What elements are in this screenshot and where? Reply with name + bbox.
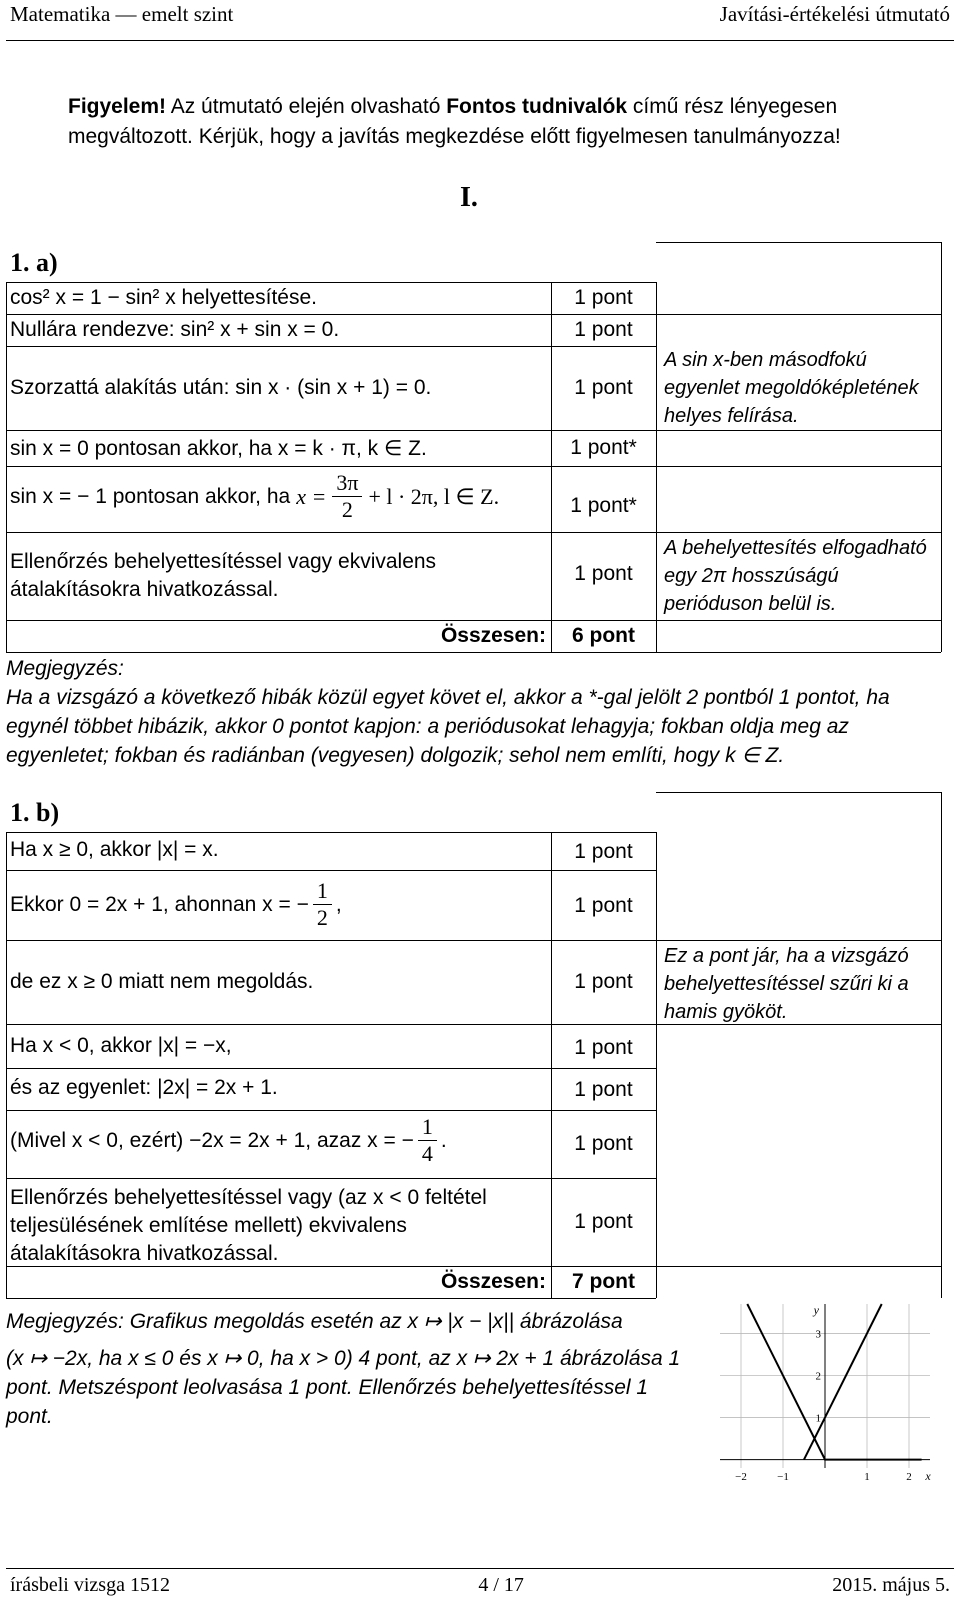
q1b-total-label: Összesen: [440, 1270, 546, 1293]
notice-bold-prefix: Figyelem! [68, 95, 167, 118]
q1a-frac-tail: + l · 2π, l ∈ Z. [368, 483, 500, 509]
q1b-points-5: 1 pont [574, 1078, 633, 1101]
q1b-row-2-fraction [313, 878, 332, 931]
x-tick-label: 1 [864, 1471, 870, 1482]
q1a-table [6, 242, 941, 652]
footer-left: írásbeli vizsga 1512 [10, 1574, 170, 1596]
q1b-row-7: Ellenőrzés behelyettesítéssel vagy (az x < 0 feltétel teljesülésének említése mellett) ekvivalens átalakításokra hivatkozással. [10, 1186, 487, 1265]
remark-2-line1: Megjegyzés: Grafikus megoldás esetén az x ↦ |x − |x|| ábrázolása [6, 1310, 623, 1333]
q1b-points-2: 1 pont [574, 894, 633, 917]
q1a-row-6: Ellenőrzés behelyettesítéssel vagy ekvivalens átalakításokra hivatkozással. [10, 550, 437, 601]
q1a-points-4: 1 pont* [570, 436, 637, 459]
q1b-table [6, 792, 941, 1298]
q1b-points-1: 1 pont [574, 840, 633, 863]
q1a-points-3: 1 pont [574, 376, 633, 399]
q1b-row-5: és az egyenlet: |2x| = 2x + 1. [10, 1076, 278, 1099]
q1a-total-label: Összesen: [440, 624, 546, 647]
q1b-note: Ez a pont jár, ha a vizsgázó behelyettesítéssel szűri ki a hamis gyököt. [664, 945, 909, 1023]
remark-1 [6, 654, 921, 770]
q1a-row-5-x: x = [296, 483, 327, 509]
remark-2 [6, 1300, 696, 1344]
q1b-row-2-comma: , [335, 892, 342, 916]
q1a-note-a: A sin x-ben másodfokú egyenlet megoldóképletének helyes felírása. [664, 349, 919, 427]
remark-1-title: Megjegyzés: [6, 657, 124, 680]
series-line-1 [747, 1304, 921, 1460]
footer-center: 4 / 17 [478, 1574, 524, 1596]
q1a-row-1: cos² x = 1 − sin² x helyettesítése. [10, 286, 317, 309]
notice-bold-mid: Fontos tudnivalók [446, 95, 628, 118]
header-right: Javítási-értékelési útmutató [719, 1, 950, 26]
y-tick-label: 3 [815, 1328, 821, 1341]
q1b-points-4: 1 pont [574, 1036, 633, 1059]
q1a-total-points: 6 pont [572, 624, 635, 647]
q1b-row-6 [10, 1114, 447, 1167]
q1a-title: 1. a) [10, 248, 58, 277]
q1b-frac1-num: 1 [313, 878, 332, 905]
q1b-row-2-text: Ekkor 0 = 2x + 1, ahonnan x = − [10, 892, 309, 916]
x-tick-label: 2 [906, 1471, 912, 1482]
q1a-frac-num: 3π [332, 470, 362, 497]
q1b-row-1: Ha x ≥ 0, akkor |x| = x. [10, 838, 219, 861]
y-axis-label: y [813, 1303, 819, 1317]
q1b-row-6-fraction [418, 1114, 437, 1167]
q1a-row-5 [10, 470, 499, 523]
q1b-frac2-den: 4 [421, 1141, 433, 1166]
q1a-row-4: sin x = 0 pontosan akkor, ha x = k · π, k ∈ Z. [10, 437, 427, 460]
q1a-note-b: A behelyettesítés elfogadható egy 2π hosszúságú perióduson belül is. [664, 537, 927, 615]
notice-text2: című rész lényegesen megváltozott. Kérjük, hogy a javítás megkezdése előtt figyelmesen tanulmányozza! [68, 95, 841, 148]
page-header [10, 0, 950, 28]
q1a-frac-den: 2 [341, 497, 353, 522]
y-tick-label: 1 [815, 1412, 821, 1425]
q1a-row-5-text: sin x = − 1 pontosan akkor, ha [10, 484, 291, 508]
remark-1-text: Ha a vizsgázó a következő hibák közül egyet követ el, akkor a *-gal jelölt 2 pontból 1 pontot, ha egynél többet hibázik, akkor 0 pontot kapjon: a periódusokat lehagyja; fokban oldja meg az egyenletet; fokban és radiánban (vegyesen) dolgozik; sehol nem említi, hogy k ∈ Z. [6, 686, 890, 767]
footer-right: 2015. május 5. [832, 1574, 950, 1596]
y-tick-label: 2 [815, 1370, 821, 1383]
x-tick-label: −1 [777, 1471, 789, 1482]
solution-graph [708, 1300, 940, 1482]
x-tick-label: −2 [735, 1471, 747, 1482]
header-left: Matematika — emelt szint [10, 1, 234, 26]
notice-text1: Az útmutató elején olvasható [166, 95, 447, 118]
q1b-points-7: 1 pont [574, 1210, 633, 1233]
q1a-points-5: 1 pont* [570, 494, 637, 517]
q1b-title: 1. b) [10, 798, 60, 827]
q1a-row-3: Szorzattá alakítás után: sin x · (sin x + 1) = 0. [10, 376, 432, 399]
q1a-row-2: Nullára rendezve: sin² x + sin x = 0. [10, 318, 340, 341]
q1a-points-6: 1 pont [574, 562, 633, 585]
section-mark: I. [460, 182, 478, 213]
remark-2b [6, 1344, 696, 1431]
notice-box [68, 92, 928, 152]
q1b-points-6: 1 pont [574, 1132, 633, 1155]
q1b-row-4: Ha x < 0, akkor |x| = −x, [10, 1034, 232, 1057]
footer-divider [6, 1568, 954, 1569]
q1b-total-points: 7 pont [572, 1270, 635, 1293]
page-footer [10, 1574, 950, 1597]
header-divider [6, 40, 954, 41]
q1b-row-2 [10, 878, 342, 931]
q1b-frac2-num: 1 [418, 1114, 437, 1141]
q1b-points-3: 1 pont [574, 970, 633, 993]
q1b-frac1-den: 2 [316, 905, 328, 930]
q1b-row-6-dot: . [440, 1128, 447, 1152]
q1a-row-5-fraction [332, 470, 362, 523]
q1b-row-6-text: (Mivel x < 0, ezért) −2x = 2x + 1, azaz x = − [10, 1128, 414, 1152]
q1a-points-2: 1 pont [574, 318, 633, 341]
x-axis-label: x [925, 1469, 931, 1482]
q1a-points-1: 1 pont [574, 286, 633, 309]
remark-2-line2: (x ↦ −2x, ha x ≤ 0 és x ↦ 0, ha x > 0) 4 pont, az x ↦ 2x + 1 ábrázolása 1 pont. Metszéspont leolvasása 1 pont. Ellenőrzés behelyettesítéssel 1 pont. [6, 1347, 681, 1428]
q1b-row-3: de ez x ≥ 0 miatt nem megoldás. [10, 970, 314, 993]
